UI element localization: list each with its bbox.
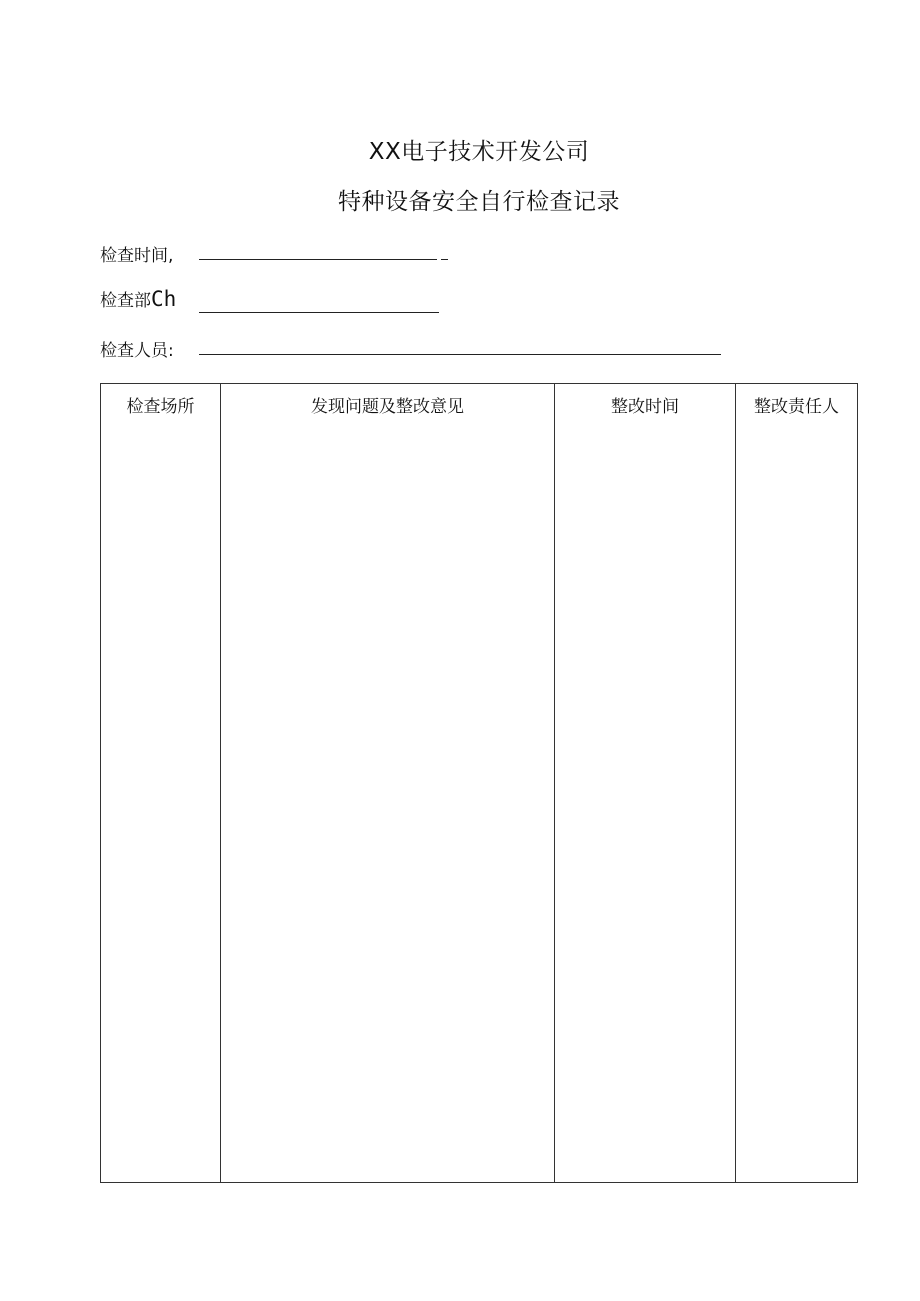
inspection-time-field-end bbox=[441, 259, 448, 260]
record-title: 特种设备安全自行检查记录 bbox=[338, 189, 620, 215]
inspection-department-label-text: 检查部 bbox=[100, 291, 151, 311]
inspection-time-field[interactable] bbox=[199, 259, 437, 260]
table-row bbox=[101, 384, 858, 1183]
column-header: 整改时间 bbox=[611, 397, 679, 417]
column-rectification-time[interactable] bbox=[555, 384, 736, 1183]
inspection-department-label-suffix: Ch bbox=[151, 287, 177, 311]
column-inspection-location[interactable] bbox=[101, 384, 221, 1183]
column-header: 检查场所 bbox=[126, 397, 195, 417]
column-responsible-person[interactable] bbox=[736, 384, 858, 1183]
column-header: 发现问题及整改意见 bbox=[311, 397, 464, 417]
inspection-department-label bbox=[100, 286, 176, 311]
company-title: XX电子技术开发公司 bbox=[368, 139, 590, 165]
record-table bbox=[100, 383, 858, 1183]
inspection-time-label: 检查时间, bbox=[100, 246, 174, 266]
column-header: 整改责任人 bbox=[754, 397, 839, 417]
inspectors-label: 检查人员: bbox=[100, 341, 174, 361]
column-issues-and-rectification[interactable] bbox=[221, 384, 555, 1183]
inspectors-field[interactable] bbox=[199, 354, 721, 355]
inspection-department-field[interactable] bbox=[199, 312, 439, 313]
